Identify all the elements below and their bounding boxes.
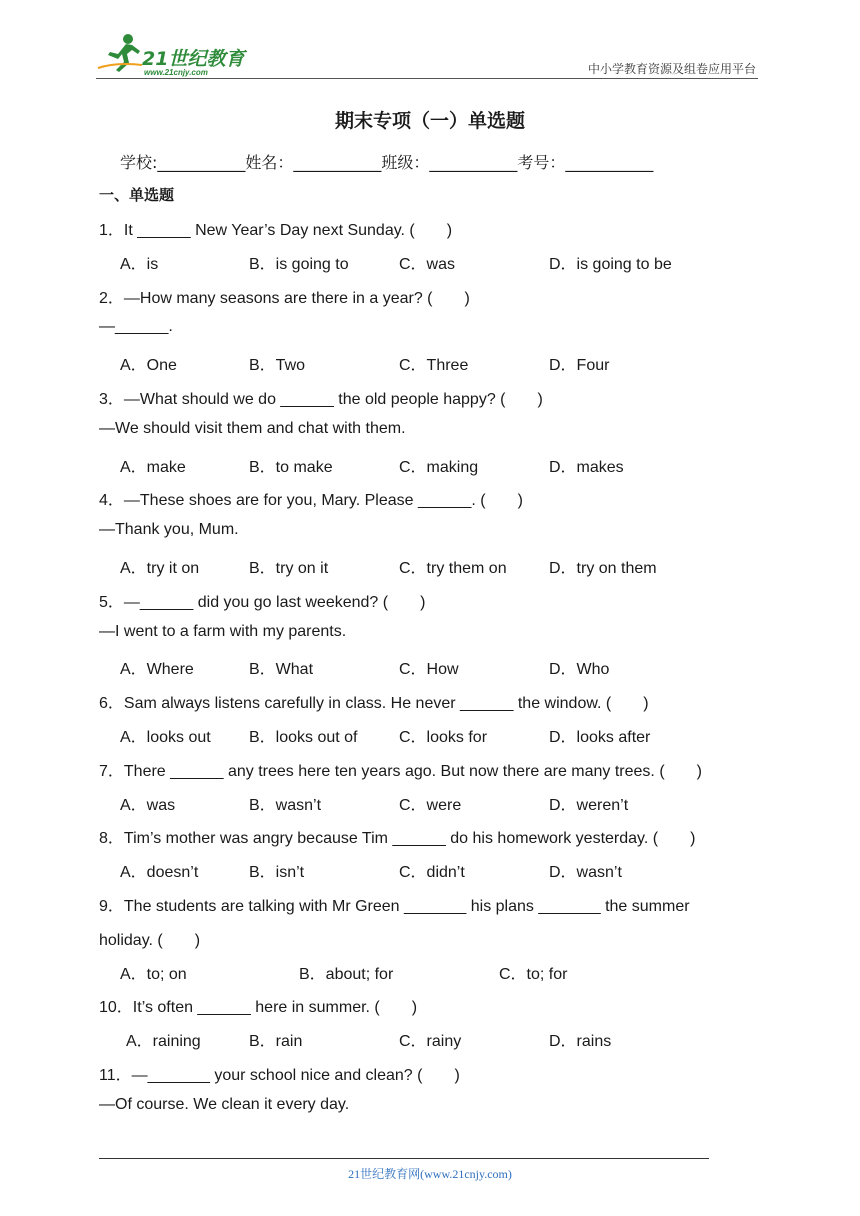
- answer-option[interactable]: C．were: [399, 796, 462, 814]
- answer-option[interactable]: D．makes: [549, 458, 624, 476]
- answer-option[interactable]: C．try them on: [399, 560, 507, 577]
- answer-option[interactable]: B．rain: [249, 1033, 303, 1051]
- answer-option[interactable]: D．Four: [549, 357, 610, 375]
- answer-option[interactable]: B．wasn’t: [249, 796, 322, 814]
- brand-logo: [96, 32, 266, 78]
- answer-option[interactable]: B．What: [249, 661, 314, 679]
- answer-option[interactable]: C．rainy: [399, 1033, 462, 1051]
- logo-url: www.21cnjy.com: [144, 68, 208, 77]
- question-continuation: holiday. ( ): [99, 931, 201, 949]
- answer-option[interactable]: D．try on them: [549, 560, 657, 577]
- answer-option[interactable]: C．Three: [399, 357, 469, 375]
- answer-option[interactable]: B．to make: [249, 458, 333, 476]
- page-title: 期末专项（一）单选题: [334, 110, 525, 132]
- answer-option[interactable]: C．didn’t: [399, 864, 465, 882]
- question-stem: 9．The students are talking with Mr Green _______ his plans _______ the summer: [99, 898, 690, 915]
- answer-option[interactable]: C．was: [399, 255, 456, 273]
- question-stem: 3．—What should we do ______ the old people happy? ( ): [99, 391, 543, 408]
- answer-option[interactable]: B．is going to: [249, 255, 349, 273]
- answer-option[interactable]: A．looks out: [120, 729, 211, 746]
- answer-option[interactable]: A．to; on: [120, 965, 187, 983]
- question-continuation: —Thank you, Mum.: [99, 521, 239, 539]
- runner-icon: [96, 32, 144, 74]
- answer-option[interactable]: C．looks for: [399, 729, 488, 746]
- question-stem: 11．—_______ your school nice and clean? ( ): [99, 1067, 460, 1084]
- answer-option[interactable]: A．was: [120, 796, 176, 814]
- question-continuation: —Of course. We clean it every day.: [99, 1095, 350, 1113]
- question-stem: 7．There ______ any trees here ten years ago. But now there are many trees. ( ): [99, 762, 702, 780]
- answer-option[interactable]: C．making: [399, 458, 479, 476]
- answer-option[interactable]: B．isn’t: [249, 864, 305, 882]
- answer-option[interactable]: A．Where: [120, 661, 194, 679]
- question-continuation: —We should visit them and chat with them.: [99, 419, 406, 437]
- answer-option[interactable]: A．One: [120, 357, 177, 375]
- question-stem: 10．It’s often ______ here in summer. ( ): [99, 999, 418, 1017]
- answer-option[interactable]: D．is going to be: [549, 255, 672, 273]
- page-header: [96, 28, 756, 78]
- question-stem: 8．Tim’s mother was angry because Tim ______ do his homework yesterday. ( ): [99, 830, 696, 848]
- footer-text: 21世纪教育网(www.21cnjy.com): [348, 1167, 512, 1181]
- question-continuation: —I went to a farm with my parents.: [99, 622, 347, 640]
- answer-option[interactable]: A．try it on: [120, 560, 200, 577]
- logo-text: 21世纪教育: [142, 48, 245, 70]
- answer-option[interactable]: A．doesn’t: [120, 864, 199, 882]
- answer-option[interactable]: A．make: [120, 458, 186, 476]
- question-stem: 6．Sam always listens carefully in class. He never ______ the window. ( ): [99, 695, 649, 713]
- header-slogan: 中小学教育资源及组卷应用平台: [587, 62, 756, 76]
- answer-option[interactable]: D．rains: [549, 1033, 612, 1051]
- question-stem: 1．It ______ New Year’s Day next Sunday. ( ): [99, 222, 453, 239]
- header-divider: [96, 78, 758, 79]
- answer-option[interactable]: D．looks after: [549, 729, 651, 746]
- footer-divider: [99, 1158, 709, 1159]
- question-stem: 5．—______ did you go last weekend? ( ): [99, 593, 426, 611]
- answer-option[interactable]: C．How: [399, 661, 459, 679]
- answer-option[interactable]: A．is: [120, 255, 159, 273]
- answer-option[interactable]: D．wasn’t: [549, 864, 622, 882]
- section-heading: 一、单选题: [99, 186, 175, 204]
- answer-option[interactable]: B．Two: [249, 357, 306, 375]
- question-continuation: —______.: [99, 318, 173, 336]
- answer-option[interactable]: B．about; for: [299, 965, 394, 983]
- answer-option[interactable]: B．try on it: [249, 560, 329, 577]
- question-stem: 2．—How many seasons are there in a year? ( ): [99, 289, 470, 307]
- answer-option[interactable]: A．raining: [126, 1033, 201, 1051]
- question-stem: 4．—These shoes are for you, Mary. Please ______. ( ): [99, 492, 523, 510]
- answer-option[interactable]: C．to; for: [499, 965, 568, 983]
- answer-option[interactable]: B．looks out of: [249, 729, 358, 746]
- student-info-line: 学校:___________姓名：___________班级：___________考号：___________: [120, 153, 654, 172]
- answer-option[interactable]: D．weren’t: [549, 796, 629, 814]
- answer-option[interactable]: D．Who: [549, 661, 610, 679]
